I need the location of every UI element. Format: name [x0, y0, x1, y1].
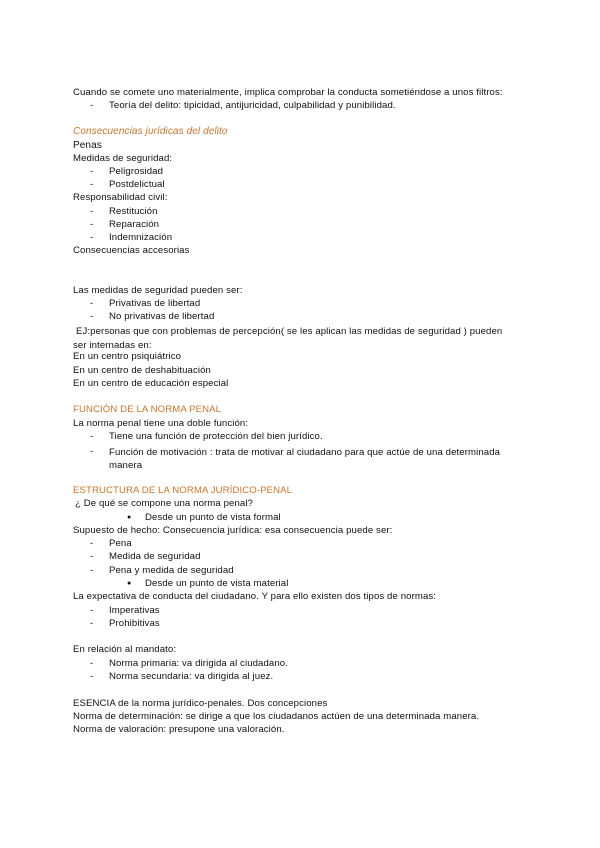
supuesto-line: Supuesto de hecho: Consecuencia jurídica: esa consecuencia puede ser: — [73, 525, 393, 536]
list-item: Medida de seguridad — [109, 551, 201, 562]
list-item: Norma secundaria: va dirigida al juez. — [109, 671, 274, 682]
dash-marker: - — [90, 179, 94, 190]
bullet-marker: ● — [127, 580, 132, 587]
dash-marker: - — [90, 605, 94, 616]
example-paragraph: EJ:personas que con problemas de percepción( se les aplican las medidas de seguridad ) pueden ser internadas en: — [73, 326, 503, 351]
center-line: En un centro psiquiátrico — [73, 351, 182, 362]
list-item: Privativas de libertad — [109, 298, 201, 309]
dash-marker: - — [90, 219, 94, 230]
list-item: No privativas de libertad — [109, 311, 215, 322]
dash-marker: - — [90, 538, 94, 549]
esencia-title: ESENCIA de la norma jurídico-penales. Dos concepciones — [73, 698, 328, 709]
dash-marker: - — [90, 166, 94, 177]
list-item: Pena y medida de seguridad — [109, 565, 234, 576]
bullet-item: Desde un punto de vista formal — [145, 512, 281, 523]
list-item: Tiene una función de protección del bien jurídico. — [109, 431, 323, 442]
dash-marker: - — [90, 565, 94, 576]
list-item: Reparación — [109, 219, 160, 230]
center-line: En un centro de deshabituación — [73, 365, 211, 376]
section-heading-consecuencias: Consecuencias jurídicas del delito — [73, 126, 228, 137]
dash-marker: - — [90, 671, 94, 682]
list-item: Imperativas — [109, 605, 160, 616]
penas-label: Penas — [73, 140, 102, 151]
accesorias-label: Consecuencias accesorias — [73, 245, 190, 256]
dash-marker: - — [90, 311, 94, 322]
center-line: En un centro de educación especial — [73, 378, 229, 389]
medidas-intro: Las medidas de seguridad pueden ser: — [73, 285, 243, 296]
bullet-item: Desde un punto de vista material — [145, 578, 289, 589]
list-item: Postdelictual — [109, 179, 165, 190]
list-item: Restitución — [109, 206, 158, 217]
list-item: Función de motivación : trata de motivar al ciudadano para que actúe de una determinada manera — [109, 447, 501, 471]
list-item: Norma primaria: va dirigida al ciudadano. — [109, 658, 289, 669]
dash-marker: - — [90, 618, 94, 629]
list-item: Teoría del delito: tipicidad, antijuricidad, culpabilidad y punibilidad. — [109, 100, 396, 111]
dash-marker: - — [90, 100, 94, 111]
valoracion-line: Norma de valoración: presupone una valoración. — [73, 724, 285, 735]
medidas-label: Medidas de seguridad: — [73, 153, 173, 164]
responsabilidad-label: Responsabilidad civil: — [73, 192, 168, 203]
dash-marker: - — [90, 551, 94, 562]
dash-marker: - — [90, 431, 94, 442]
bullet-marker: ● — [127, 514, 132, 521]
list-item: Peligrosidad — [109, 166, 163, 177]
intro-text: Cuando se comete uno materialmente, implica comprobar la conducta sometiéndose a unos filtros: — [73, 87, 503, 98]
dash-marker: - — [90, 446, 94, 457]
list-item: Prohibitivas — [109, 618, 160, 629]
estructura-question: ¿ De qué se compone una norma penal? — [75, 498, 253, 509]
determinacion-line: Norma de determinación: se dirige a que los ciudadanos actúen de una determinada manera. — [73, 711, 480, 722]
list-item: Pena — [109, 538, 132, 549]
dash-marker: - — [90, 658, 94, 669]
list-item: Indemnización — [109, 232, 173, 243]
dash-marker: - — [90, 206, 94, 217]
expectativa-line: La expectativa de conducta del ciudadano. Y para ello existen dos tipos de normas: — [73, 591, 437, 602]
mandato-intro: En relación al mandato: — [73, 644, 177, 655]
section-heading-funcion: FUNCIÓN DE LA NORMA PENAL — [73, 404, 222, 415]
funcion-intro: La norma penal tiene una doble función: — [73, 418, 249, 429]
dash-marker: - — [90, 232, 94, 243]
section-heading-estructura: ESTRUCTURA DE LA NORMA JURÍDICO-PENAL — [73, 485, 293, 496]
dash-marker: - — [90, 298, 94, 309]
